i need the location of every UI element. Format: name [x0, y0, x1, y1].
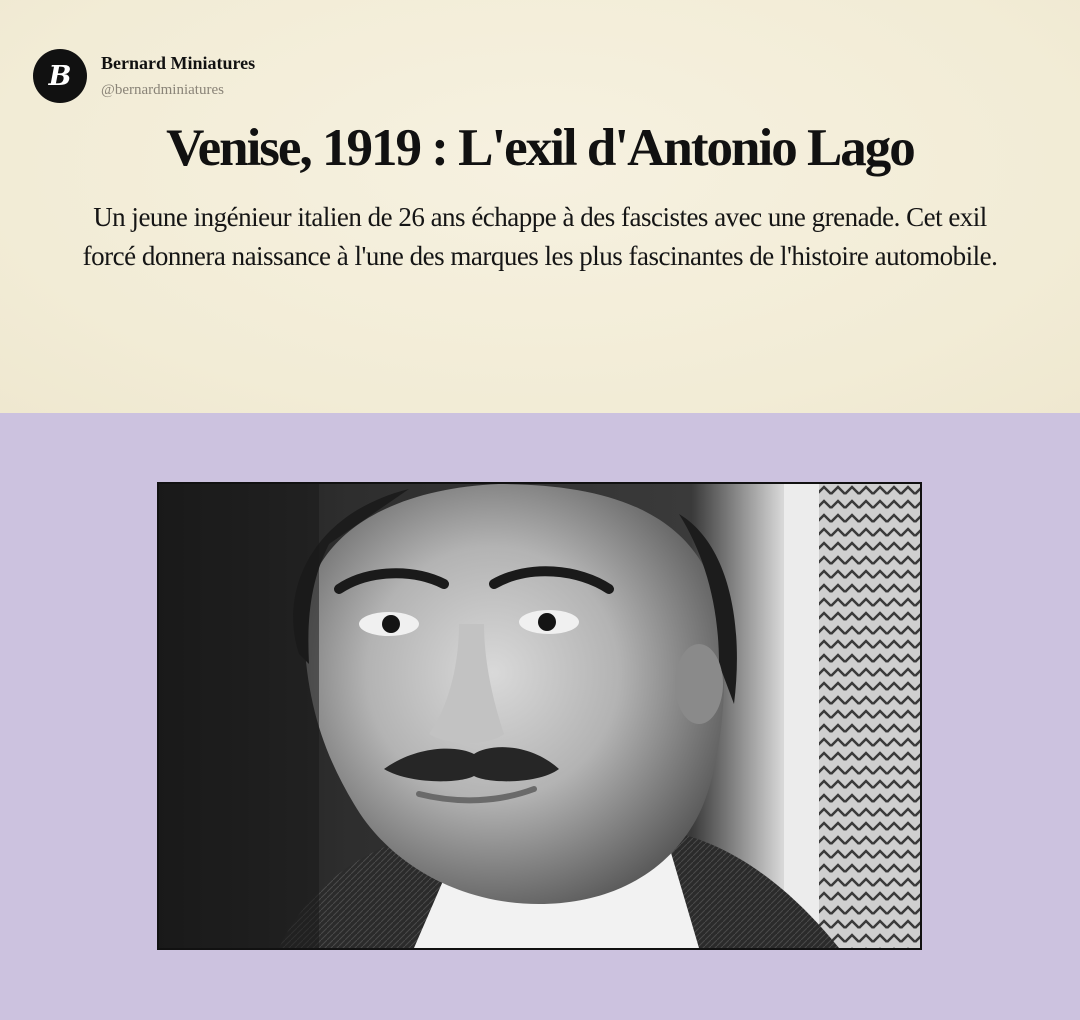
avatar[interactable]: [33, 49, 87, 103]
author-handle[interactable]: @bernardminiatures: [101, 82, 224, 98]
author-name[interactable]: Bernard Miniatures: [101, 53, 256, 73]
author-block[interactable]: [33, 49, 255, 103]
page-subtitle: Un jeune ingénieur italien de 26 ans échappe à des fascistes avec une grenade. Cet exil forcé donnera naissance à l'une des marques les plus fascinantes de l'histoire automobile.: [82, 202, 998, 271]
avatar-letter: B: [48, 60, 72, 92]
portrait-photo: [157, 482, 922, 950]
wall-pattern: [819, 484, 920, 948]
post-header: [0, 0, 1080, 413]
page-title: Venise, 1919 : L'exil d'Antonio Lago: [166, 119, 914, 177]
author-info: [101, 52, 255, 100]
portrait-image: [159, 484, 920, 948]
